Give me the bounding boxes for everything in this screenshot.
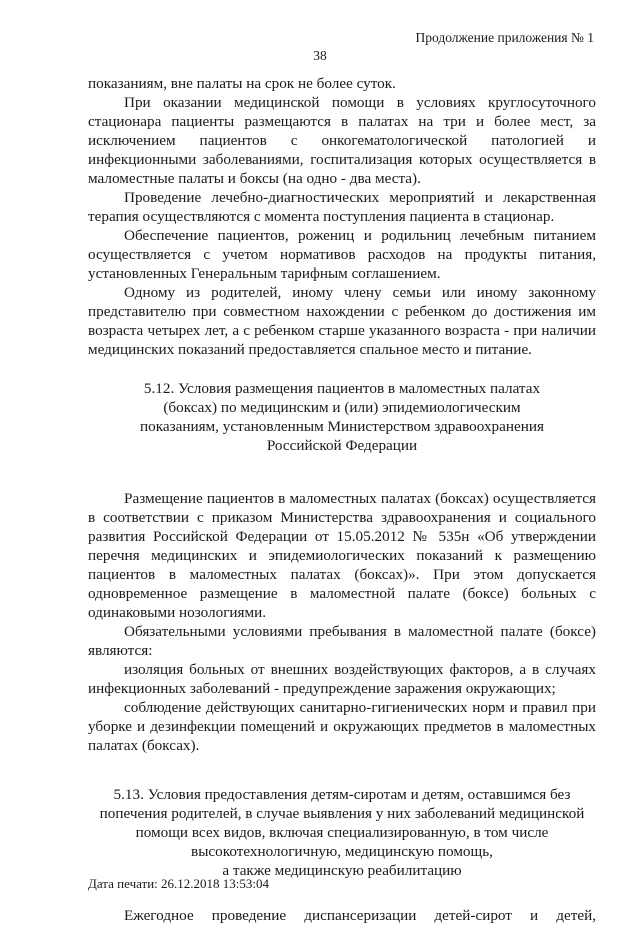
print-date: Дата печати: 26.12.2018 13:53:04 — [88, 876, 270, 891]
paragraph-isolation: изоляция больных от внешних воздействующих факторов, а в случаях инфекционных заболеваний - предупреждение заражения окружающих; — [88, 661, 596, 697]
heading-line: а также медицинскую реабилитацию — [222, 862, 462, 879]
paragraph-mandatory-conditions: Обязательными условиями пребывания в маломестной палате (боксе) являются: — [88, 623, 596, 659]
document-body — [88, 74, 596, 925]
section-heading-5-12 — [88, 379, 596, 455]
heading-line: 5.13. Условия предоставления детям-сиротам и детям, оставшимся без — [113, 786, 571, 803]
appendix-continuation-note: Продолжение приложения № 1 — [415, 30, 594, 45]
heading-line: Российской Федерации — [266, 437, 418, 454]
section-heading-5-13 — [88, 785, 596, 880]
heading-line: помощи всех видов, включая специализированную, в том числе — [135, 824, 549, 841]
paragraph-continuation: показаниям, вне палаты на срок не более суток. — [88, 75, 396, 92]
heading-line: попечения родителей, в случае выявления у них заболеваний медицинской — [99, 805, 585, 822]
heading-line: 5.12. Условия размещения пациентов в маломестных палатах — [143, 380, 541, 397]
paragraph-orphans-dispensary: Ежегодное проведение диспансеризации детей-сирот и детей, — [124, 907, 596, 924]
heading-line: высокотехнологичную, медицинскую помощь, — [191, 843, 493, 860]
paragraph-sanitary-norms: соблюдение действующих санитарно-гигиенических норм и правил при уборке и дезинфекции помещений и окружающих предметов в маломестных палатах (боксах). — [88, 699, 596, 754]
paragraph-diagnostic-measures: Проведение лечебно-диагностических мероприятий и лекарственная терапия осуществляются с момента поступления пациента в стационар. — [88, 189, 596, 225]
paragraph-nutrition: Обеспечение пациентов, рожениц и родильниц лечебным питанием осуществляется с учетом нормативов расходов на продукты питания, установленных Генеральным тарифным соглашением. — [88, 227, 596, 282]
paragraph-parent-accommodation: Одному из родителей, иному члену семьи или иному законному представителю при совместном нахождении с ребенком до достижения им возраста четырех лет, а с ребенком старше указанного возраста - при наличии медицинских показаний предоставляется спальное место и питание. — [88, 284, 596, 358]
paragraph-ward-placement: При оказании медицинской помощи в условиях круглосуточного стационара пациенты размещаются в палатах на три и более мест, за исключением пациентов с онкогематологической патологией и инфекционными заболеваниями, госпитализация которых осуществляется в маломестные палаты и боксы (на одно - два места). — [88, 94, 596, 187]
paragraph-small-wards-order: Размещение пациентов в маломестных палатах (боксах) осуществляется в соответствии с приказом Министерства здравоохранения и социального развития Российской Федерации от 15.05.2012 № 535н «Об утверждении перечня медицинских и эпидемиологических показаний к размещению пациентов в маломестных палатах (боксах)». При этом допускается одновременное размещение в маломестной палате (боксе) больных с одинаковыми нозологиями. — [88, 490, 596, 621]
page-number: 38 — [313, 48, 327, 63]
heading-line: (боксах) по медицинским и (или) эпидемиологическим — [163, 399, 521, 416]
heading-line: показаниям, установленным Министерством здравоохранения — [139, 418, 545, 435]
